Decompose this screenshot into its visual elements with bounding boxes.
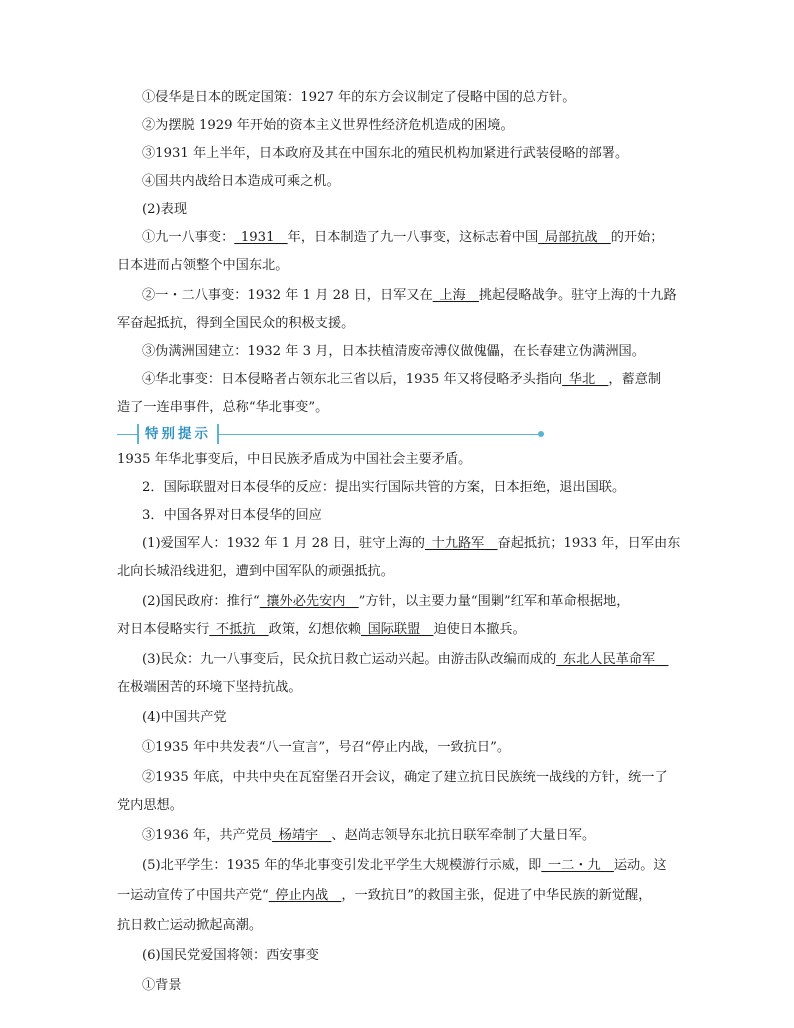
paragraph: ③伪满洲国建立：1932 年 3 月，日本扶植清废帝溥仪做傀儡，在长春建立伪满洲国。 [142,344,645,359]
fill-blank-answer: _局部抗战__ [538,230,611,245]
text-run: ，蓄意制 [608,372,662,387]
fill-blank-answer: _华北__ [562,372,609,387]
text-run: 运动。这 [613,858,667,873]
text-run: 政策，幻想依赖 [268,622,361,637]
text-run: ①九一八事变： [142,230,235,245]
fill-blank-answer: _一二・九__ [541,858,614,873]
text-run: ”方针，以主要力量“围剿”红军和革命根据地， [358,594,630,609]
paragraph-continued: 军奋起抵抗，得到全国民众的积极支援。 [117,316,355,331]
text-run: 的开始； [610,230,664,245]
fill-blank-answer: _上海__ [432,288,479,303]
fill-blank-answer: _攘外必先安内__ [259,594,359,609]
paragraph-continued: 党内思想。 [117,798,183,813]
paragraph: ④国共内战给日本造成可乘之机。 [142,174,340,189]
paragraph-continued [117,620,692,640]
fill-blank-answer: _国际联盟__ [360,622,434,637]
fill-blank-answer: _杨靖宇__ [272,828,332,843]
paragraph: ①1935 年中共发表“八一宣言”，号召“停止内战，一致抗日”。 [142,740,511,755]
banner-title: 特别提示 [137,424,219,444]
special-tip-banner [117,424,692,446]
paragraph [117,370,692,390]
fill-blank-answer: _停止内战__ [268,888,342,903]
paragraph-continued [117,886,692,906]
paragraph-continued: 抗日救亡运动掀起高潮。 [117,918,263,933]
paragraph: ①背景 [142,978,182,993]
paragraph [117,286,692,306]
text-run: 对日本侵略实行 [117,622,210,637]
section-heading: (6)国民党爱国将领：西安事变 [142,948,319,963]
paragraph [117,856,692,876]
paragraph: ③1931 年上半年，日本政府及其在中国东北的殖民机构加紧进行武装侵略的部署。 [142,146,629,161]
fill-blank-answer: _1931__ [234,230,288,245]
text-run: (3)民众：九一八事变后，民众抗日救亡运动兴起。由游击队改编而成的 [142,652,557,667]
banner-dot-icon [538,431,544,437]
text-run: ②一・二八事变：1932 年 1 月 28 日，日军又在 [142,288,433,303]
paragraph: 2．国际联盟对日本侵华的反应：提出实行国际共管的方案，日本拒绝，退出国联。 [142,480,626,495]
paragraph: ②为摆脱 1929 年开始的资本主义世界性经济危机造成的困境。 [142,118,514,133]
paragraph-continued: 在极端困苦的环境下坚持抗战。 [117,680,302,695]
text-run: 、赵尚志领导东北抗日联军牵制了大量日军。 [331,828,596,843]
text-run: 挑起侵略战争。驻守上海的十九路 [478,288,677,303]
fill-blank-answer: _十九路军__ [425,536,498,551]
text-run: (2)国民政府：推行“ [142,594,260,609]
section-heading: (2)表现 [142,202,188,217]
text-run: (1)爱国军人：1932 年 1 月 28 日，驻守上海的 [142,536,425,551]
section-heading: 3．中国各界对日本侵华的回应 [142,508,322,523]
text-run: ④华北事变：日本侵略者占领东北三省以后，1935 年又将侵略矛头指向 [142,372,563,387]
paragraph: ②1935 年底，中共中央在瓦窑堡召开会议，确定了建立抗日民族统一战线的方针，统一了 [142,770,668,785]
text-run: 迫使日本撤兵。 [433,622,526,637]
text-run: 奋起抵抗；1933 年，日军由东 [497,536,681,551]
text-run: (5)北平学生：1935 年的华北事变引发北平学生大规模游行示威，即 [142,858,542,873]
tip-text: 1935 年华北事变后，中日民族矛盾成为中国社会主要矛盾。 [117,452,472,467]
section-heading: (4)中国共产党 [142,710,227,725]
text-run: 年，日本制造了九一八事变，这标志着中国 [287,230,539,245]
fill-blank-answer: _东北人民革命军__ [556,652,669,667]
paragraph [117,534,692,554]
text-run: ，一致抗日”的救国主张，促进了中华民族的新觉醒， [341,888,652,903]
paragraph-continued: 北向长城沿线进犯，遭到中国军队的顽强抵抗。 [117,564,394,579]
paragraph [117,650,692,670]
paragraph-continued: 日本进而占领整个中国东北。 [117,258,289,273]
paragraph-continued: 造了一连串事件，总称“华北事变”。 [117,400,329,415]
paragraph [117,228,692,248]
paragraph: ①侵华是日本的既定国策：1927 年的东方会议制定了侵略中国的总方针。 [142,90,576,105]
text-run: ③1936 年，共产党员 [142,828,273,843]
text-run: 一运动宣传了中国共产党“ [117,888,269,903]
paragraph [117,826,692,846]
paragraph [117,592,692,612]
document-page [117,88,692,996]
fill-blank-answer: _不抵抗__ [209,622,269,637]
